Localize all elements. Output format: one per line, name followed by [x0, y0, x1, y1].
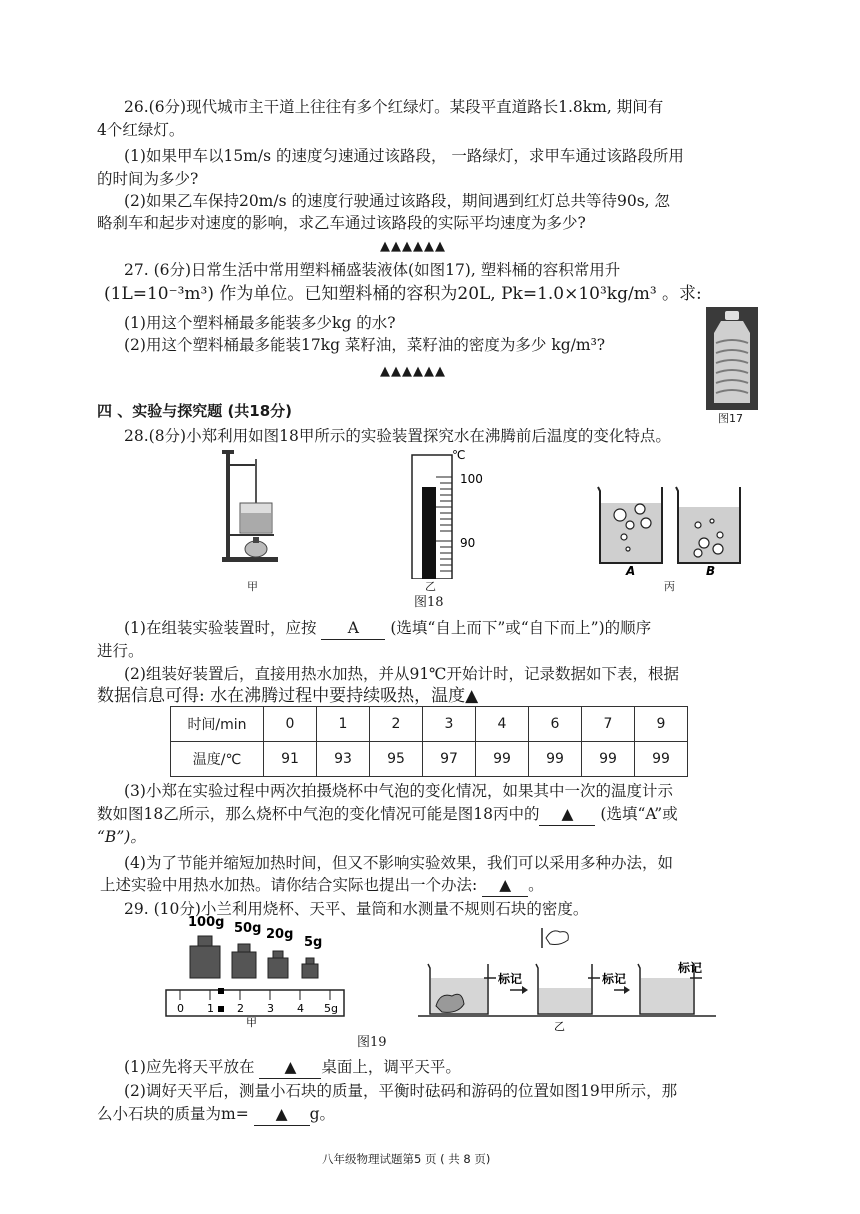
q28-heading: 28.(8分)小郑利用如图18甲所示的实验装置探究水在沸腾前后温度的变化特点。	[124, 427, 671, 445]
q29-part2-unit: g。	[309, 1105, 336, 1123]
table-cell: 97	[423, 742, 476, 777]
table-cell: 93	[317, 742, 370, 777]
q28-part3: (3)小郑在实验过程中两次拍摄烧杯中气泡的变化情况，如果其中一次的温度计示	[124, 782, 673, 800]
weight-label-100g: 100g	[188, 916, 225, 930]
weight-label-5g: 5g	[304, 935, 323, 950]
q28-part3-blank: ▲	[539, 803, 595, 826]
q28-part1-options: (选填“自上而下”或“自下而上”)的顺序	[390, 619, 652, 637]
table-cell: 6	[529, 707, 582, 742]
q28-part2-cont: 数据信息可得: 水在沸腾过程中要持续吸热，温度▲	[97, 686, 479, 706]
heating-apparatus-figure	[216, 447, 280, 567]
table-cell: 99	[582, 742, 635, 777]
fig19-label-jia: 甲	[246, 1016, 257, 1028]
table-cell: 7	[582, 707, 635, 742]
balance-weights-figure	[160, 916, 350, 1028]
q27-part2: (2)用这个塑料桶最多能装17kg 菜籽油，菜籽油的密度为多少 kg/m³?	[124, 336, 606, 354]
q28-part2: (2)组装好装置后，直接用热水加热，并从91℃开始计时，记录数据如下表，根据	[124, 665, 680, 683]
beaker-label-b: B	[706, 564, 716, 575]
table-cell: 95	[370, 742, 423, 777]
scale-tick-2: 2	[237, 1002, 244, 1015]
scale-tick-5g: 5g	[324, 1002, 338, 1015]
q29-part2-cont	[97, 1103, 335, 1126]
table-header-time: 时间/min	[171, 707, 264, 742]
q27-heading: 27. (6分)日常生活中常用塑料桶盛装液体(如图17), 塑料桶的容积常用升	[124, 261, 621, 279]
fig18-label-bing: 丙	[664, 580, 675, 593]
q28-part1-answer: A	[321, 617, 385, 640]
q26-part1: (1)如果甲车以15m/s 的速度匀速通过该路段， 一路绿灯，求甲车通过该路段所用	[124, 147, 684, 165]
beaker-label-a: A	[626, 564, 636, 575]
table-cell: 9	[635, 707, 688, 742]
table-row	[171, 742, 688, 777]
q28-part3-options: (选填“A”或	[600, 805, 678, 823]
q28-part4-blank: ▲	[482, 874, 528, 897]
scale-tick-3: 3	[267, 1002, 274, 1015]
q26-part2-cont: 略刹车和起步对速度的影响，求乙车通过该路段的实际平均速度为多少?	[97, 214, 586, 232]
q27-heading-cont: (1L=10⁻³m³) 作为单位。已知塑料桶的容积为20L, Pk=1.0×10³kg/m³ 。求:	[104, 284, 702, 304]
q28-part4-text: 上述实验中用热水加热。请你结合实际也提出一个办法:	[100, 876, 478, 894]
q28-part3-end: “B”)。	[97, 828, 146, 846]
q29-part1-end: 桌面上，调平天平。	[321, 1058, 461, 1076]
page-footer: 八年级物理试题第5 页 ( 共 8 页)	[322, 1152, 491, 1166]
q28-part3-cont	[97, 803, 678, 826]
scale-tick-0: 0	[177, 1002, 184, 1015]
q26-answer-marks: ▲▲▲▲▲▲	[380, 239, 446, 254]
q28-part4: (4)为了节能并缩短加热时间，但又不影响实验效果，我们可以采用多种办法，如	[124, 854, 673, 872]
bubble-beakers-figure	[594, 485, 754, 575]
weight-label-20g: 20g	[266, 927, 294, 942]
q27-part1: (1)用这个塑料桶最多能装多少kg 的水?	[124, 314, 396, 332]
thermometer-unit: ℃	[452, 448, 466, 462]
q29-part1	[124, 1056, 461, 1079]
mark-label-3: 标记	[678, 961, 703, 975]
thermometer-figure	[400, 447, 490, 579]
fig18-label-yi: 乙	[425, 580, 436, 593]
q28-part1-text: (1)在组装实验装置时，应按	[124, 619, 317, 637]
fig18-label-jia: 甲	[247, 580, 258, 593]
mark-label-1: 标记	[498, 972, 523, 986]
q29-part1-text: (1)应先将天平放在	[124, 1058, 255, 1076]
q29-part2-blank: ▲	[254, 1103, 310, 1126]
table-cell: 99	[635, 742, 688, 777]
table-cell: 0	[264, 707, 317, 742]
q29-heading: 29. (10分)小兰利用烧杯、天平、量筒和水测量不规则石块的密度。	[124, 900, 589, 918]
q26-heading: 26.(6分)现代城市主干道上往往有多个红绿灯。某段平直道路长1.8km, 期间有	[124, 98, 664, 116]
mark-label-2: 标记	[602, 972, 627, 986]
fig17-caption: 图17	[718, 412, 743, 425]
plastic-bucket-figure	[706, 307, 758, 410]
q26-part1-cont: 的时间为多少?	[97, 170, 199, 188]
thermometer-label-90: 90	[460, 536, 476, 550]
scale-tick-1: 1	[207, 1002, 214, 1015]
table-cell: 99	[529, 742, 582, 777]
q29-part2: (2)调好天平后，测量小石块的质量，平衡时砝码和游码的位置如图19甲所示，那	[124, 1082, 678, 1100]
q28-part4-end: 。	[528, 876, 544, 894]
table-row	[171, 707, 688, 742]
table-cell: 3	[423, 707, 476, 742]
q26-part2: (2)如果乙车保持20m/s 的速度行驶通过该路段，期间遇到红灯总共等待90s, 忽	[124, 192, 671, 210]
table-cell: 4	[476, 707, 529, 742]
thermometer-label-100: 100	[460, 472, 483, 486]
temperature-data-table	[170, 706, 688, 777]
q29-part2-text: 么小石块的质量为m=	[97, 1105, 249, 1123]
q28-part1	[124, 617, 651, 640]
q26-heading-cont: 4个红绿灯。	[97, 121, 185, 139]
fig19-label-yi: 乙	[554, 1020, 565, 1031]
table-cell: 2	[370, 707, 423, 742]
fig18-caption: 图18	[414, 595, 444, 610]
weight-label-50g: 50g	[234, 921, 262, 936]
q28-part1-cont: 进行。	[97, 642, 144, 660]
q28-part3-text: 数如图18乙所示，那么烧杯中气泡的变化情况可能是图18丙中的	[97, 805, 540, 823]
stone-volume-figure	[418, 926, 718, 1031]
table-cell: 99	[476, 742, 529, 777]
q27-answer-marks: ▲▲▲▲▲▲	[380, 364, 446, 379]
section-4-title: 四 、实验与探究题 (共18分)	[97, 402, 293, 420]
table-header-temp: 温度/℃	[171, 742, 264, 777]
scale-tick-4: 4	[297, 1002, 304, 1015]
table-cell: 1	[317, 707, 370, 742]
q28-part4-cont	[100, 874, 544, 897]
q29-part1-blank: ▲	[259, 1056, 321, 1079]
table-cell: 91	[264, 742, 317, 777]
fig19-caption: 图19	[357, 1035, 387, 1050]
